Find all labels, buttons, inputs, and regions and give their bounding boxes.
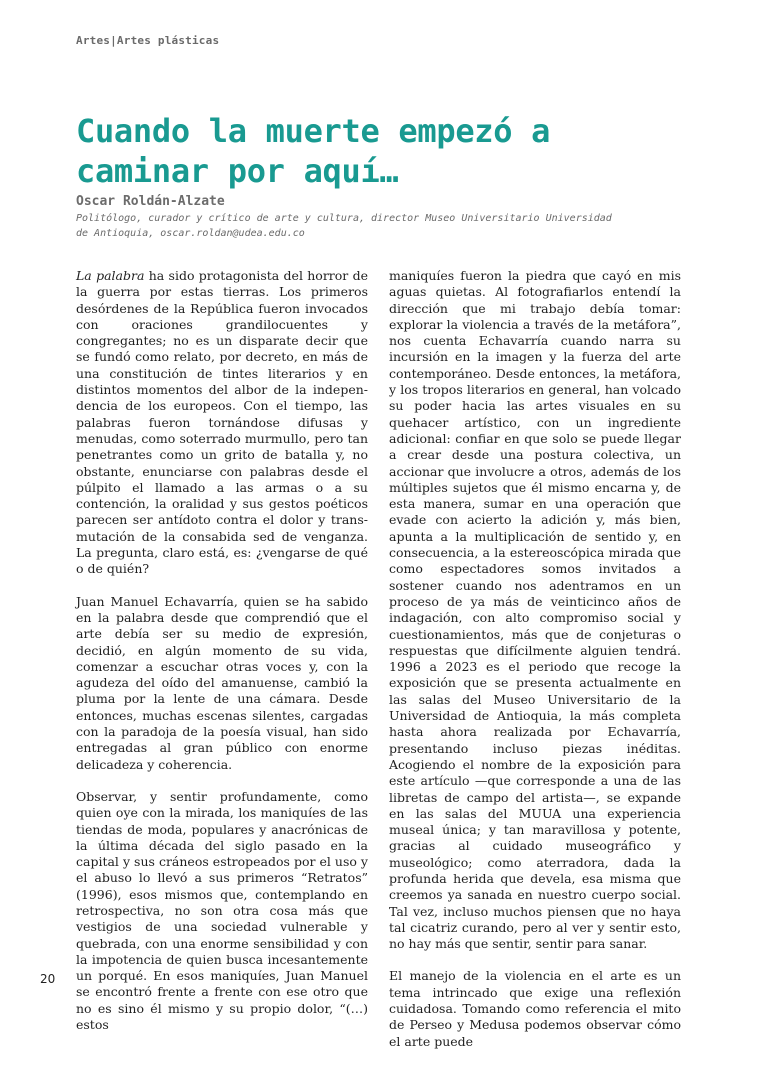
paragraph-lead: La palabra [76,268,145,283]
right-column [389,268,681,1066]
title-line-2: caminar por aquí… [76,152,399,190]
affiliation-line-1: Politólogo, curador y crítico de arte y cultura, director Museo Universitario Universidad [76,213,612,224]
title-line-1: Cuando la muerte empezó a [76,112,551,150]
paragraph: Juan Manuel Echavarría, quien se ha sabido en la palabra desde que comprendió que el arte debía ser su medio de expresión, decidió, en algún momento de su vida, comenzar a escuchar otras voces y, con la agudeza del oído del amanuense, cambió la pluma por la lente de una cámara. Desde entonces, muchas escenas silentes, cargadas con la paradoja de la poesía visual, han sido entregadas al gran público con enorme delicadeza y coherencia. [76,593,368,772]
section-label: Artes|Artes plásticas [76,34,220,47]
paragraph: El manejo de la violencia en el arte es un tema intrincado que exige una reflexión cuidadosa. Tomando como referencia el mito de Perseo y Medusa podemos observar cómo el arte puede [389,968,681,1049]
paragraph [76,268,368,578]
page-number: 20 [40,972,56,986]
left-column [76,268,368,1049]
paragraph: Observar, y sentir profundamente, como quien oye con la mirada, los maniquíes de las tiendas de moda, populares y anacrónicas de la última década del siglo pasado en la capital y sus cráneos estropeados por el uso y el abuso lo llevó a sus primeros “Retratos” (1996), esos mismos que, contemplando en retrospectiva, no son otra cosa más que vestigios de una sociedad vulnerable y quebrada, con una enorme sensibilidad y con la impotencia de quien busca incesantemente un porqué. En esos maniquíes, Juan Manuel se encontró frente a frente con ese otro que no es sino él mismo y su propio dolor, “(…) estos [76,788,368,1033]
author-affiliation [76,211,636,241]
article-title [76,111,716,191]
affiliation-line-2: de Antioquia, oscar.roldan@udea.edu.co [76,228,305,239]
author-name: Oscar Roldán-Alzate [76,194,225,209]
paragraph: maniquíes fueron la piedra que cayó en mis aguas quietas. Al fotografiarlos entendí la dirección que mi trabajo debía tomar: explorar la violencia a través de la metáfora”, nos cuenta Echavarría cuando narra su incursión en la imagen y la fuerza del arte contemporáneo. Desde entonces, la metáfora, y los tropos literarios en general, han volcado su poder hacia las artes visuales en su quehacer artístico, con un ingrediente adicional: confiar en que solo se puede llegar a crear desde una postura colectiva, un accionar que involucre a otros, además de los múltiples sujetos que él mismo encarna y, de esta manera, sumar en una operación que evade con acierto la adición y, más bien, apunta a la multiplicación de sentido y, en consecuencia, a la estereoscópica mirada que como espectadores somos invitados a sostener cuando nos adentramos en un proceso de ya más de veinticinco años de indagación, con alto compromiso social y cuestionamientos, más que de conjeturas o respuestas que difícilmente alguien tendrá. 1996 a 2023 es el periodo que recoge la exposición que se presenta actualmente en las salas del Museo Universitario de la Universidad de Antioquia, la más completa hasta ahora realizada por Echavarría, presentando incluso piezas inéditas. Acogiendo el nombre de la exposición para este artículo —que corresponde a una de las libretas de campo del artista—, se expande en las salas del MUUA una experiencia museal única; y tan maravillosa y potente, gracias al cuidado museográfico y museológico; como aterradora, dada la profunda herida que devela, esa misma que creemos ya sanada en nuestro cuerpo social. Tal vez, incluso muchos piensen que no haya tal cicatriz curando, pero al ver y sentir esto, no hay más que sentir, sentir para sanar. [389,268,681,952]
paragraph-text: ha sido protagonista del horror de la guerra por estas tierras. Los primeros desórdenes de la República fueron invocados con oraciones grandilocuentes y congregantes; no es un disparate decir que se fundó como relato, por decreto, en más de una constitución de tintes literarios y en distintos momentos del albor de la independencia de los europeos. Con el tiempo, las palabras fueron tornándose difusas y menudas, como soterrado murmullo, pero tan penetrantes como un grito de batalla y, no obstante, enunciarse con palabras desde el púlpito el llamado a las armas o a su contención, la oralidad y sus gestos poéticos parecen ser antídoto contra el dolor y transmutación de la consabida sed de venganza. La pregunta, claro está, es: ¿vengarse de qué o de quién? [76,268,368,577]
